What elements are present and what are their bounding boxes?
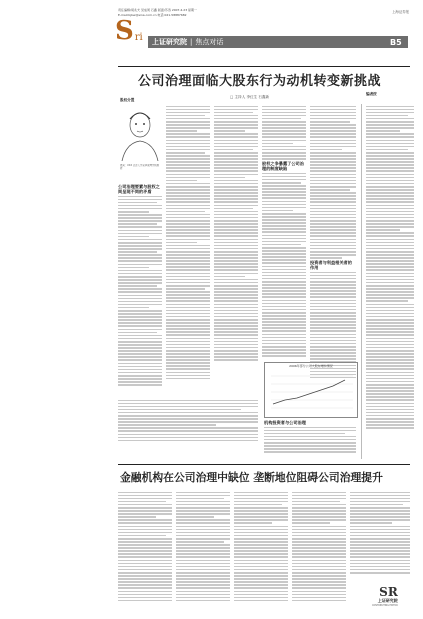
article1-col-bottom-left [118,398,258,458]
paper-name: 上海证券报 [392,10,409,14]
header-meta-line1: 责任编辑/胡兆夫 吴成周 石鑫 版面/苏涛 2007.4.23 星期一 [118,8,198,12]
article1-col5 [310,104,356,394]
article2-title: 金融机构在公司治理中缺位 垄断地位阻碍公司治理提升 [120,471,383,484]
section-name: 上证研究院 [152,38,187,46]
section-band [148,36,408,48]
footer-logo-name: 上证研究院 [377,598,398,603]
footer-logo-letter: SR [379,585,398,599]
article2-col5 [350,490,410,580]
portrait-sketch-icon [118,105,162,161]
right-rail-divider [361,104,362,459]
article1-subhead-2: 股权之争暴露了公司治理的制度缺陷 [262,161,304,172]
article1-subhead-4: 机构投资者与公司治理 [264,420,306,425]
article1-top-rule [118,66,410,67]
chart-caption: 2006年部分公司大股东增持情况 [289,364,333,368]
article1-col5-tail [264,420,356,458]
header-meta-line2: E-mail:bjbw@sina.com.cn 电话:021-58887682 [118,13,187,17]
article2-col1 [118,490,172,608]
page-code: B5 [390,38,402,47]
article2-col2 [176,490,230,608]
article1-tag: 股权分置 [120,98,135,102]
footer-logo [372,586,398,607]
article1-col4 [262,104,306,394]
article1-chart-box [264,362,358,418]
footer-meta: CONTRIBUTING EDITOR [372,604,398,607]
article1-col1 [118,184,162,394]
article2-col3 [234,490,288,608]
article2-top-rule [118,464,410,465]
portrait-caption: 嘉宾：XXX 北京大学光华管理学院教授 [120,164,160,171]
article1-title: 公司治理面临大股东行为动机转变新挑战 [138,74,382,89]
logo-letter: S [115,16,134,46]
right-rail-col [366,104,414,459]
section-tag: 焦点对话 [195,38,224,46]
article2-col4 [292,490,346,608]
chart-graph [265,368,357,414]
article1-byline: □ 主持人 李红生 石鑫新 [230,95,270,99]
article1-col3 [214,104,258,394]
article1-subhead-1: 公司治理要素与股权之间呈现不同的矛盾 [118,184,160,194]
article1-subhead-3: 投资者与利益相关者的作用 [310,260,352,271]
left-margin-band [0,0,108,619]
section-divider: | [190,38,193,46]
section-logo [115,16,143,46]
logo-suffix: ri [134,32,143,43]
article1-col2 [166,104,210,394]
guest-portrait [118,105,162,161]
right-rail-tag-1: 编者按 [366,92,377,96]
